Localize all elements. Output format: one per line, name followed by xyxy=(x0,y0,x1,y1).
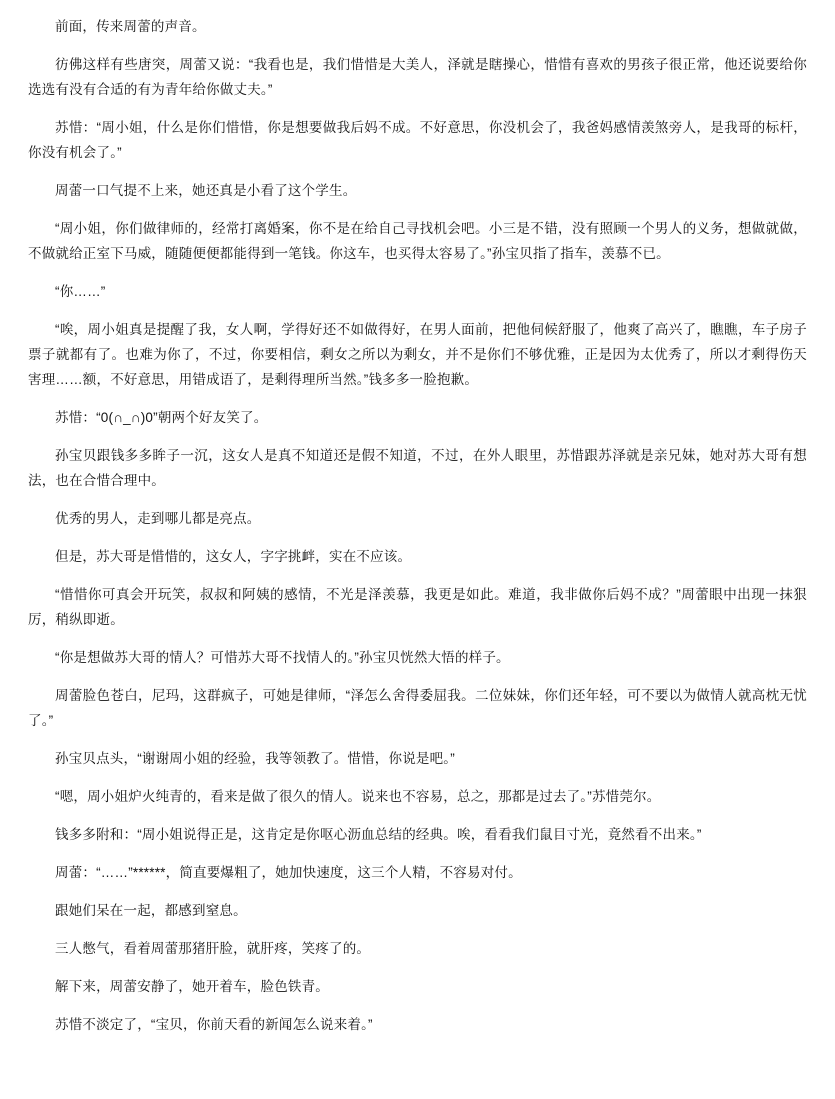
paragraph: 苏惜不淡定了，“宝贝，你前天看的新闻怎么说来着。” xyxy=(55,1017,373,1032)
paragraph: 孙宝贝跟钱多多眸子一沉，这女人是真不知道还是假不知道，不过，在外人眼里，苏惜跟苏泽就是亲兄妹，她对苏大哥有想法，也在合惜合理中。 xyxy=(28,448,807,488)
paragraph: 周蕾一口气提不上来，她还真是小看了这个学生。 xyxy=(55,183,357,198)
paragraph: 解下来，周蕾安静了，她开着车，脸色铁青。 xyxy=(55,979,329,994)
document-body xyxy=(28,14,807,1037)
paragraph: “周小姐，你们做律师的，经常打离婚案，你不是在给自己寻找机会吧。小三是不错，没有照顾一个男人的义务，想做就做，不做就给正室下马威，随随便便都能得到一笔钱。你这车，也买得太容易了。”孙宝贝指了指车，羡慕不已。 xyxy=(28,221,807,261)
paragraph: 周蕾脸色苍白，尼玛，这群疯子，可她是律师，“泽怎么舍得委屈我。二位妹妹，你们还年轻，可不要以为做情人就高枕无忧了。” xyxy=(28,688,807,728)
paragraph: 但是，苏大哥是惜惜的，这女人，字字挑衅，实在不应该。 xyxy=(55,549,412,564)
paragraph: “你……” xyxy=(55,284,106,299)
paragraph: 苏惜：“周小姐，什么是你们惜惜，你是想要做我后妈不成。不好意思，你没机会了，我爸妈感情羡煞旁人，是我哥的标杆，你没有机会了。” xyxy=(28,120,807,160)
paragraph: 跟她们呆在一起，都感到窒息。 xyxy=(55,903,247,918)
paragraph: 前面，传来周蕾的声音。 xyxy=(55,19,206,34)
paragraph: “你是想做苏大哥的情人？可惜苏大哥不找情人的。”孙宝贝恍然大悟的样子。 xyxy=(55,650,510,665)
paragraph: 三人憋气，看着周蕾那猪肝脸，就肝疼，笑疼了的。 xyxy=(55,941,371,956)
paragraph: 优秀的男人，走到哪儿都是亮点。 xyxy=(55,511,261,526)
paragraph: “唉，周小姐真是提醒了我，女人啊，学得好还不如做得好，在男人面前，把他伺候舒服了，他爽了高兴了，瞧瞧，车子房子票子就都有了。也难为你了，不过，你要相信，剩女之所以为剩女，并不是你们不够优雅，正是因为太优秀了，所以才剩得伤天害理……额，不好意思，用错成语了，是剩得理所当然。”钱多多一脸抱歉。 xyxy=(28,322,807,387)
paragraph: 钱多多附和：“周小姐说得正是，这肯定是你呕心沥血总结的经典。唉，看看我们鼠目寸光，竟然看不出来。” xyxy=(55,827,702,842)
paragraph: 周蕾：“……”******，简直要爆粗了，她加快速度，这三个人精，不容易对付。 xyxy=(55,865,522,880)
paragraph: “惜惜你可真会开玩笑，叔叔和阿姨的感情，不光是泽羡慕，我更是如此。难道，我非做你后妈不成？”周蕾眼中出现一抹狠厉，稍纵即逝。 xyxy=(28,587,807,627)
paragraph: “嗯，周小姐炉火纯青的，看来是做了很久的情人。说来也不容易，总之，那都是过去了。”苏惜莞尔。 xyxy=(55,789,661,804)
paragraph: 苏惜：“0(∩_∩)0”朝两个好友笑了。 xyxy=(55,410,268,425)
paragraph: 孙宝贝点头，“谢谢周小姐的经验，我等领教了。惜惜，你说是吧。” xyxy=(55,751,455,766)
paragraph: 彷佛这样有些唐突，周蕾又说：“我看也是，我们惜惜是大美人，泽就是瞎操心，惜惜有喜欢的男孩子很正常，他还说要给你选选有没有合适的有为青年给你做丈夫。” xyxy=(28,57,807,97)
